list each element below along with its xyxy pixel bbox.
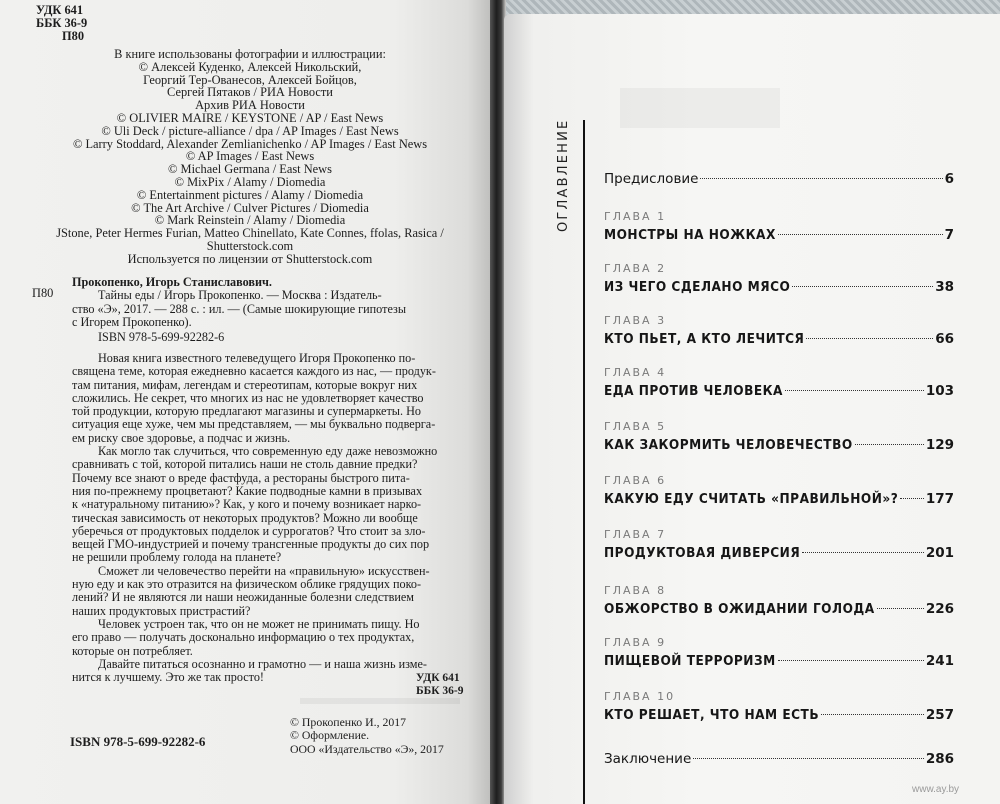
leader-dots (900, 497, 924, 499)
title-line: ство «Э», 2017. — 288 с. : ил. — (Самые шокирующие гипотезы (72, 302, 407, 316)
toc-line (604, 276, 954, 298)
leader-dots (802, 551, 924, 553)
chapter-label: ГЛАВА 7 (604, 528, 667, 541)
chapter-title: КАК ЗАКОРМИТЬ ЧЕЛОВЕЧЕСТВО (604, 437, 853, 453)
toc-entry (604, 528, 954, 564)
chapter-label: ГЛАВА 6 (604, 474, 667, 487)
chapter-title: ПИЩЕВОЙ ТЕРРОРИЗМ (604, 653, 776, 669)
credit-line: Георгий Тер-Ованесов, Алексей Бойцов, (143, 72, 357, 87)
udk-top-line: УДК 641 (36, 3, 84, 17)
chapter-title: ЕДА ПРОТИВ ЧЕЛОВЕКА (604, 383, 783, 399)
toc-line (604, 650, 954, 672)
watermark: www.ay.by (912, 784, 960, 795)
leader-dots (700, 177, 942, 179)
chapter-title: Предисловие (604, 171, 699, 187)
chapter-title: Заключение (604, 751, 692, 767)
page-number: 66 (935, 331, 954, 347)
toc-line (604, 380, 954, 402)
toc-entry (604, 210, 954, 246)
bibliographic-record (72, 276, 464, 344)
toc-line (604, 328, 954, 350)
page-number: 241 (925, 653, 954, 669)
copyright-line: ООО «Издательство «Э», 2017 (290, 741, 444, 756)
credit-line: Используется по лицензии от Shutterstock.com (127, 251, 373, 266)
toc-line (604, 598, 954, 620)
toc-entry (604, 636, 954, 672)
annotation-line: наших продуктовых пристрастий? (72, 604, 251, 618)
leader-dots (778, 233, 943, 235)
page-number: 177 (925, 491, 954, 507)
annotation-line: тическая зависимость от некоторых продуктов? Можно ли вообще (72, 511, 418, 525)
toc-line (604, 704, 954, 726)
faint-show-through (620, 88, 780, 128)
credit-line: © Mark Reinstein / Alamy / Diomedia (154, 213, 346, 228)
leader-dots (785, 389, 924, 391)
chapter-label: ГЛАВА 1 (604, 210, 667, 223)
credit-line: © Алексей Куденко, Алексей Никольский, (138, 59, 362, 74)
toc-heading: ОГЛАВЛЕНИЕ (556, 118, 571, 232)
chapter-title: КТО ПЬЕТ, А КТО ЛЕЧИТСЯ (604, 331, 805, 347)
page-number: 257 (925, 707, 954, 723)
annotation-line: Человек устроен так, что он не может не принимать пищу. Но (98, 617, 420, 631)
chapter-title: ОБЖОРСТВО В ОЖИДАНИИ ГОЛОДА (604, 601, 875, 617)
chapter-title: КТО РЕШАЕТ, ЧТО НАМ ЕСТЬ (604, 707, 820, 723)
annotation-line: нится к лучшему. Это же так просто! (72, 671, 264, 685)
annotation-line: сложились. Не секрет, что многих из нас не удовлетворяет качество (72, 391, 424, 405)
copyright-line: © Оформление. (290, 728, 370, 743)
toc-vertical-rule (583, 120, 585, 804)
chapter-title: МОНСТРЫ НА НОЖКАХ (604, 227, 776, 243)
leader-dots (792, 285, 933, 287)
annotation-line: там питания, мифам, легендам и стереотипам, которые вокруг них (72, 378, 418, 392)
page-number: 226 (925, 601, 954, 617)
annotation-line: сравнивать с той, которой питались наши не столь давние предки? (72, 458, 418, 472)
chapter-label: ГЛАВА 3 (604, 314, 667, 327)
toc-line (604, 168, 954, 190)
toc-line (604, 748, 954, 770)
annotation-line: Сможет ли человечество перейти на «правильную» искусствен- (98, 564, 430, 578)
chapter-label: ГЛАВА 5 (604, 420, 667, 433)
chapter-title: КАКУЮ ЕДУ СЧИТАТЬ «ПРАВИЛЬНОЙ»? (604, 491, 899, 507)
annotation-line: ситуация еще хуже, чем мы представляем, — мы буквально подверга- (72, 418, 436, 432)
credit-line: Shutterstock.com (206, 238, 294, 253)
author-line: Прокопенко, Игорь Станиславович. (72, 276, 272, 289)
credit-line: © MixPix / Alamy / Diomedia (174, 174, 326, 189)
leader-dots (877, 607, 924, 609)
annotation-line: вещей ГМО-индустрией и почему трансгенные продукты до сих пор (72, 538, 430, 552)
credit-line: © The Art Archive / Culver Pictures / Diomedia (131, 200, 369, 215)
annotation-line: ния по-прежнему процветают? Какие подводные камни в призывах (72, 484, 423, 498)
credit-line: © Entertainment pictures / Alamy / Diomedia (136, 187, 364, 202)
toc-entry (604, 366, 954, 402)
credit-line: Сергей Пятаков / РИА Новости (167, 85, 333, 100)
annotation-text (72, 352, 464, 684)
udk-bottom-line: ББК 36-9 (416, 685, 464, 697)
credit-line: © OLIVIER MAIRE / KEYSTONE / AP / East News (116, 110, 384, 125)
credit-line: Архив РИА Новости (195, 98, 305, 113)
leader-dots (806, 337, 933, 339)
leader-dots (693, 757, 924, 759)
credit-line: В книге использованы фотографии и иллюстрации: (114, 47, 386, 61)
isbn-line: ISBN 978-5-699-92282-6 (98, 331, 225, 345)
annotation-line: к «натуральному питанию»? Как, у кого и почему возникает нарко- (72, 498, 422, 512)
photo-credits (30, 48, 470, 266)
toc-entry (604, 584, 954, 620)
right-page (504, 14, 1000, 804)
toc-line (604, 434, 954, 456)
toc-entry (604, 748, 954, 770)
udk-bottom-line: УДК 641 (416, 672, 460, 684)
title-line: Тайны еды / Игорь Прокопенко. — Москва : Издатель- (98, 289, 382, 303)
page-number: 103 (925, 383, 954, 399)
annotation-line: которые он потребляет. (72, 644, 193, 658)
annotation-line: Как могло так случиться, что современную еду даже невозможно (98, 445, 438, 459)
toc-line (604, 488, 954, 510)
title-line: с Игорем Прокопенко). (72, 315, 192, 329)
toc-entry (604, 314, 954, 350)
leader-dots (855, 443, 924, 445)
credit-line: JStone, Peter Hermes Furian, Matteo Chinellato, Kate Connes, ffolas, Rasica / (56, 226, 444, 241)
toc-line (604, 224, 954, 246)
chapter-title: ПРОДУКТОВАЯ ДИВЕРСИЯ (604, 545, 801, 561)
annotation-line: его право — получать досконально информацию о тех продуктах, (72, 631, 415, 645)
chapter-label: ГЛАВА 4 (604, 366, 667, 379)
chapter-label: ГЛАВА 10 (604, 690, 676, 703)
page-number: 286 (925, 751, 954, 767)
credit-line: © Michael Germana / East News (168, 162, 332, 177)
classification-code: П80 (32, 286, 54, 300)
chapter-label: ГЛАВА 9 (604, 636, 667, 649)
copyright-block (290, 716, 444, 756)
isbn-bottom: ISBN 978-5-699-92282-6 (70, 734, 206, 749)
page-number: 7 (944, 227, 954, 243)
page-number: 6 (944, 171, 954, 187)
leader-dots (821, 713, 924, 715)
annotation-line: лений? И не являются ли наши неожиданные болезни следствием (72, 591, 414, 605)
credit-line: © AP Images / East News (185, 149, 315, 164)
credit-line: © Uli Deck / picture-alliance / dpa / AP Images / East News (101, 123, 399, 138)
annotation-line: священа теме, которая ежедневно касается каждого из нас, — продук- (72, 365, 436, 379)
annotation-line: той продукции, которую предлагают магазины и супермаркеты. Но (72, 405, 421, 419)
toc-entry (604, 690, 954, 726)
credit-line: © Larry Stoddard, Alexander Zemlianichenko / AP Images / East News (72, 136, 428, 151)
annotation-line: уберечься от продуктовых подделок и суррогатов? Что стоит за зло- (72, 524, 426, 538)
page-number: 38 (935, 279, 954, 295)
udk-bottom-block (416, 672, 464, 698)
annotation-line: ную еду и как это отразится на физическом облике грядущих поко- (72, 578, 422, 592)
toc-entry (604, 168, 954, 190)
annotation-line: ем риску свое здоровье, а подчас и жизнь. (72, 431, 291, 445)
udk-top-line: ББК 36-9 (36, 16, 88, 31)
udk-top-line: П80 (62, 29, 85, 44)
annotation-line: не решили проблему голода на планете? (72, 551, 282, 565)
leader-dots (778, 659, 924, 661)
left-page (0, 0, 492, 804)
page-number: 201 (925, 545, 954, 561)
annotation-line: Новая книга известного телеведущего Игоря Прокопенко по- (98, 352, 416, 365)
chapter-label: ГЛАВА 8 (604, 584, 667, 597)
chapter-title: ИЗ ЧЕГО СДЕЛАНО МЯСО (604, 279, 791, 295)
annotation-line: Давайте питаться осознанно и грамотно — и наша жизнь изме- (98, 657, 427, 671)
chapter-label: ГЛАВА 2 (604, 262, 667, 275)
udk-top-block (36, 4, 87, 44)
page-number: 129 (925, 437, 954, 453)
toc-entry (604, 474, 954, 510)
faint-show-through (300, 698, 460, 704)
toc-line (604, 542, 954, 564)
toc-entry (604, 262, 954, 298)
annotation-line: Почему все знают о вреде фастфуда, а рестораны быстрого пита- (72, 471, 410, 485)
copyright-line: © Прокопенко И., 2017 (290, 715, 407, 729)
toc-entry (604, 420, 954, 456)
